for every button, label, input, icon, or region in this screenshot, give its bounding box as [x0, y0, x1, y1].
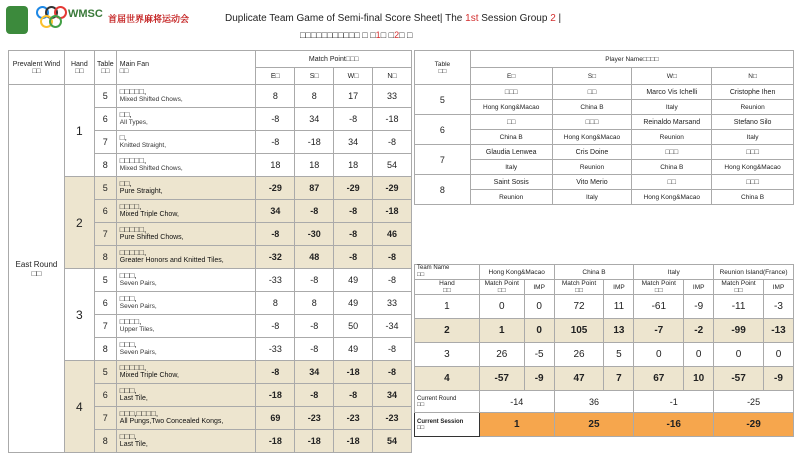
- player-team: China B: [712, 190, 794, 205]
- match-point-w: -8: [334, 200, 373, 223]
- summary-header-imp-2: IMP: [604, 280, 634, 295]
- summary-header-imp-3: IMP: [684, 280, 714, 295]
- main-fan-cn: □□□,: [119, 271, 137, 280]
- table-number: 6: [94, 384, 116, 407]
- table-number: 7: [94, 315, 116, 338]
- summary-imp: -2: [684, 319, 714, 343]
- main-fan: [116, 154, 256, 177]
- wind-label-cn: □□: [31, 268, 42, 278]
- summary-match-point: -7: [634, 319, 684, 343]
- match-point-s: 8: [295, 292, 334, 315]
- main-fan: [116, 177, 256, 200]
- hand-row: [9, 85, 412, 108]
- summary-match-point: -99: [714, 319, 764, 343]
- hand-number: 4: [64, 361, 94, 453]
- roster-team-row: [415, 100, 794, 115]
- match-point-n: -8: [373, 246, 412, 269]
- match-point-n: -18: [373, 200, 412, 223]
- match-point-e: 34: [256, 200, 295, 223]
- player-team: Hong Kong&Macao: [470, 100, 552, 115]
- main-fan-en: All Pungs,Two Concealed Kongs,: [119, 418, 224, 425]
- player-team: China B: [552, 100, 632, 115]
- match-point-s: -8: [295, 384, 334, 407]
- match-point-w: 34: [334, 131, 373, 154]
- main-fan-en: Greater Honors and Knitted Tiles,: [119, 257, 224, 264]
- match-point-n: -29: [373, 177, 412, 200]
- table-number: 8: [94, 338, 116, 361]
- table-number: 7: [94, 223, 116, 246]
- main-fan: [116, 269, 256, 292]
- match-point-s: 18: [295, 154, 334, 177]
- header-seat-s: S□: [295, 68, 334, 85]
- current-session-label: Current Session □□: [415, 413, 480, 437]
- player-team: Hong Kong&Macao: [552, 130, 632, 145]
- main-fan: [116, 85, 256, 108]
- event-name-cn: 首届世界麻将运动会: [108, 14, 190, 24]
- summary-header-team: Team Name □□: [415, 265, 480, 280]
- player-name: □□□: [712, 145, 794, 160]
- summary-match-point: -57: [714, 367, 764, 391]
- current-session-value: -29: [714, 413, 794, 437]
- table-number: 8: [94, 154, 116, 177]
- match-point-s: -8: [295, 315, 334, 338]
- match-point-e: 8: [256, 85, 295, 108]
- summary-imp: 0: [764, 343, 794, 367]
- match-point-e: -18: [256, 384, 295, 407]
- roster-table-number: 8: [415, 175, 471, 205]
- roster-table-number: 6: [415, 115, 471, 145]
- main-fan: [116, 338, 256, 361]
- player-roster-table: [414, 50, 794, 205]
- main-fan-cn: □□,: [119, 110, 132, 119]
- current-round-value: -25: [714, 391, 794, 413]
- summary-match-point: 47: [554, 367, 604, 391]
- player-name: Cris Doine: [552, 145, 632, 160]
- player-team: Italy: [470, 160, 552, 175]
- match-point-w: -23: [334, 407, 373, 430]
- match-point-s: -18: [295, 131, 334, 154]
- main-fan-en: Mixed Shifted Chows,: [119, 165, 183, 172]
- match-point-n: -23: [373, 407, 412, 430]
- summary-match-point: 1: [479, 319, 524, 343]
- wmsc-logo-text: WMSC: [68, 8, 103, 20]
- summary-hand: 1: [415, 295, 480, 319]
- match-point-s: -18: [295, 430, 334, 453]
- page-subtitle-cn: □□□□□□□□□□□ □ □1□ □2□ □: [300, 30, 413, 40]
- game-logo-icon: [6, 6, 28, 34]
- summary-header-hand: Hand □□: [415, 280, 480, 295]
- roster-seat-w: W□: [632, 68, 712, 85]
- match-point-s: -8: [295, 338, 334, 361]
- match-point-w: -18: [334, 430, 373, 453]
- header-table: Table □□: [94, 51, 116, 85]
- current-round-value: -1: [634, 391, 714, 413]
- roster-seat-s: S□: [552, 68, 632, 85]
- summary-match-point: 26: [554, 343, 604, 367]
- summary-imp: -9: [524, 367, 554, 391]
- summary-row: [415, 295, 794, 319]
- main-fan: [116, 200, 256, 223]
- header-wind: Prevalent Wind □□: [9, 51, 65, 85]
- main-fan: [116, 361, 256, 384]
- match-point-s: 48: [295, 246, 334, 269]
- main-fan: [116, 108, 256, 131]
- roster-row: [415, 115, 794, 130]
- player-team: Reunion: [632, 130, 712, 145]
- player-team: Italy: [552, 190, 632, 205]
- header-match-point: Match Point□□□: [256, 51, 412, 68]
- match-point-s: 34: [295, 361, 334, 384]
- summary-imp: -13: [764, 319, 794, 343]
- summary-match-point: 72: [554, 295, 604, 319]
- table-number: 8: [94, 246, 116, 269]
- main-fan: [116, 430, 256, 453]
- main-fan-en: Upper Tiles,: [119, 326, 155, 333]
- summary-row: [415, 343, 794, 367]
- match-point-e: -8: [256, 223, 295, 246]
- roster-header-player: Player Name□□□□: [470, 51, 793, 68]
- table-number: 5: [94, 269, 116, 292]
- main-fan: [116, 315, 256, 338]
- current-round-row: [415, 391, 794, 413]
- main-fan: [116, 223, 256, 246]
- main-fan-cn: □□□□□,: [119, 248, 147, 257]
- main-fan-en: Pure Straight,: [119, 188, 163, 195]
- wmsc-rings-icon: [36, 6, 64, 32]
- table-number: 5: [94, 85, 116, 108]
- page-title: Duplicate Team Game of Semi-final Score Sheet| The 1st Session Group 2 |: [225, 13, 562, 24]
- team-name-2: China B: [554, 265, 634, 280]
- match-point-e: -8: [256, 108, 295, 131]
- player-name: □□□: [552, 115, 632, 130]
- table-number: 6: [94, 292, 116, 315]
- summary-match-point: 0: [714, 343, 764, 367]
- main-fan-cn: □□□□□,: [119, 156, 147, 165]
- team-name-3: Italy: [634, 265, 714, 280]
- match-point-n: 33: [373, 85, 412, 108]
- hand-row: [9, 177, 412, 200]
- match-point-s: -8: [295, 200, 334, 223]
- summary-imp: 5: [604, 343, 634, 367]
- summary-header-imp-1: IMP: [524, 280, 554, 295]
- hand-number: 3: [64, 269, 94, 361]
- main-fan-en: Knitted Straight,: [119, 142, 167, 149]
- main-fan-en: Mixed Shifted Chows,: [119, 96, 183, 103]
- match-point-w: 17: [334, 85, 373, 108]
- match-point-e: -8: [256, 361, 295, 384]
- summary-imp: 13: [604, 319, 634, 343]
- match-point-s: 87: [295, 177, 334, 200]
- roster-row: [415, 85, 794, 100]
- roster-team-row: [415, 190, 794, 205]
- match-point-e: -8: [256, 315, 295, 338]
- summary-imp: -3: [764, 295, 794, 319]
- main-fan-en: Pure Shifted Chows,: [119, 234, 184, 241]
- main-fan-cn: □□,: [119, 179, 132, 188]
- match-point-w: -8: [334, 246, 373, 269]
- player-name: Stefano Silo: [712, 115, 794, 130]
- roster-team-row: [415, 130, 794, 145]
- current-session-row: [415, 413, 794, 437]
- wind-cell: [9, 85, 65, 453]
- main-fan-cn: □□□□,: [119, 202, 142, 211]
- player-team: Hong Kong&Macao: [632, 190, 712, 205]
- summary-hand: 3: [415, 343, 480, 367]
- match-point-w: 18: [334, 154, 373, 177]
- summary-row: [415, 367, 794, 391]
- player-team: Reunion: [552, 160, 632, 175]
- summary-imp: 0: [524, 295, 554, 319]
- match-point-e: -32: [256, 246, 295, 269]
- summary-header-mp-1: Match Point □□: [479, 280, 524, 295]
- header-seat-e: E□: [256, 68, 295, 85]
- match-point-w: -8: [334, 223, 373, 246]
- hand-number: 1: [64, 85, 94, 177]
- match-point-e: 8: [256, 292, 295, 315]
- match-point-w: -8: [334, 108, 373, 131]
- match-point-e: -8: [256, 131, 295, 154]
- summary-imp: 10: [684, 367, 714, 391]
- player-team: Italy: [632, 100, 712, 115]
- match-point-w: -8: [334, 384, 373, 407]
- main-fan-en: Last Tile,: [119, 395, 148, 402]
- player-name: Glaudia Lenwea: [470, 145, 552, 160]
- match-point-w: 49: [334, 292, 373, 315]
- team-name-4: Reunion Island(France): [714, 265, 794, 280]
- hand-row: [9, 269, 412, 292]
- main-fan-cn: □□□□□,: [119, 87, 147, 96]
- match-point-e: -33: [256, 269, 295, 292]
- team-name-1: Hong Kong&Macao: [479, 265, 554, 280]
- current-round-value: -14: [479, 391, 554, 413]
- player-name: Cristophe Ihen: [712, 85, 794, 100]
- header-hand: Hand □□: [64, 51, 94, 85]
- summary-match-point: 26: [479, 343, 524, 367]
- roster-table-number: 5: [415, 85, 471, 115]
- match-point-n: 46: [373, 223, 412, 246]
- table-number: 6: [94, 200, 116, 223]
- header: [0, 0, 800, 46]
- table-number: 6: [94, 108, 116, 131]
- summary-header-mp-2: Match Point □□: [554, 280, 604, 295]
- match-point-e: 69: [256, 407, 295, 430]
- match-point-n: 34: [373, 384, 412, 407]
- main-fan-cn: □□□□□,: [119, 363, 147, 372]
- match-point-s: -8: [295, 269, 334, 292]
- match-point-w: 50: [334, 315, 373, 338]
- player-name: □□□: [632, 145, 712, 160]
- summary-imp: 0: [524, 319, 554, 343]
- summary-match-point: 105: [554, 319, 604, 343]
- main-fan-en: Seven Pairs,: [119, 303, 157, 310]
- player-team: China B: [632, 160, 712, 175]
- header-main-fan: Main Fan □□: [116, 51, 256, 85]
- roster-seat-n: N□: [712, 68, 794, 85]
- player-team: China B: [470, 130, 552, 145]
- summary-header-imp-4: IMP: [764, 280, 794, 295]
- match-point-e: -18: [256, 430, 295, 453]
- summary-match-point: -57: [479, 367, 524, 391]
- table-number: 5: [94, 361, 116, 384]
- current-round-label: Current Round □□: [415, 391, 480, 413]
- summary-imp: 0: [684, 343, 714, 367]
- current-round-value: 36: [554, 391, 634, 413]
- main-fan-cn: □□□,: [119, 294, 137, 303]
- player-name: Reinaldo Marsand: [632, 115, 712, 130]
- summary-match-point: 0: [479, 295, 524, 319]
- summary-imp: -9: [684, 295, 714, 319]
- main-fan: [116, 246, 256, 269]
- match-point-e: -29: [256, 177, 295, 200]
- hand-table-header: [9, 51, 412, 68]
- hand-number: 2: [64, 177, 94, 269]
- match-point-w: -29: [334, 177, 373, 200]
- main-fan-cn: □□□,□□□□,: [119, 409, 159, 418]
- summary-imp: -5: [524, 343, 554, 367]
- main-fan-en: Mixed Triple Chow,: [119, 211, 179, 218]
- summary-row: [415, 319, 794, 343]
- main-fan-cn: □□□,: [119, 386, 137, 395]
- summary-imp: -9: [764, 367, 794, 391]
- summary-match-point: 0: [634, 343, 684, 367]
- summary-header-mp-3: Match Point □□: [634, 280, 684, 295]
- main-fan-en: Seven Pairs,: [119, 349, 157, 356]
- summary-hand: 4: [415, 367, 480, 391]
- main-fan-en: Last Tile,: [119, 441, 148, 448]
- player-name: Saint Sosis: [470, 175, 552, 190]
- main-fan: [116, 407, 256, 430]
- match-point-e: -33: [256, 338, 295, 361]
- player-team: Italy: [712, 130, 794, 145]
- match-point-s: 34: [295, 108, 334, 131]
- main-fan-cn: □,: [119, 133, 127, 142]
- summary-hand: 2: [415, 319, 480, 343]
- summary-header-mp-4: Match Point □□: [714, 280, 764, 295]
- player-team: Reunion: [712, 100, 794, 115]
- match-point-w: -18: [334, 361, 373, 384]
- roster-table-number: 7: [415, 145, 471, 175]
- match-point-e: 18: [256, 154, 295, 177]
- roster-header-table: Table □□: [415, 51, 471, 85]
- table-number: 5: [94, 177, 116, 200]
- team-summary-table: [414, 264, 794, 437]
- header-seat-n: N□: [373, 68, 412, 85]
- match-point-n: 33: [373, 292, 412, 315]
- match-point-s: -23: [295, 407, 334, 430]
- table-number: 7: [94, 407, 116, 430]
- player-name: Vito Merio: [552, 175, 632, 190]
- roster-row: [415, 175, 794, 190]
- roster-row: [415, 145, 794, 160]
- main-fan-en: Seven Pairs,: [119, 280, 157, 287]
- summary-imp: 11: [604, 295, 634, 319]
- match-point-n: -8: [373, 338, 412, 361]
- player-name: □□: [470, 115, 552, 130]
- main-fan-en: Mixed Triple Chow,: [119, 372, 179, 379]
- summary-imp: 7: [604, 367, 634, 391]
- main-fan: [116, 292, 256, 315]
- match-point-n: -18: [373, 108, 412, 131]
- player-team: Hong Kong&Macao: [712, 160, 794, 175]
- player-name: □□□: [470, 85, 552, 100]
- player-name: Marco Vis Ichelli: [632, 85, 712, 100]
- header-seat-w: W□: [334, 68, 373, 85]
- match-point-n: -8: [373, 361, 412, 384]
- match-point-n: -8: [373, 131, 412, 154]
- wind-label: East Round: [15, 259, 58, 269]
- roster-team-row: [415, 160, 794, 175]
- summary-match-point: 67: [634, 367, 684, 391]
- match-point-n: 54: [373, 154, 412, 177]
- roster-seat-e: E□: [470, 68, 552, 85]
- match-point-s: -30: [295, 223, 334, 246]
- player-name: □□□: [712, 175, 794, 190]
- match-point-s: 8: [295, 85, 334, 108]
- player-name: □□: [552, 85, 632, 100]
- main-fan-cn: □□□,: [119, 432, 137, 441]
- hand-row: [9, 361, 412, 384]
- match-point-w: 49: [334, 269, 373, 292]
- hand-score-table: [8, 50, 412, 453]
- main-fan-cn: □□□□□,: [119, 225, 147, 234]
- current-session-value: 1: [479, 413, 554, 437]
- player-team: Reunion: [470, 190, 552, 205]
- current-session-value: 25: [554, 413, 634, 437]
- current-session-value: -16: [634, 413, 714, 437]
- main-fan-en: All Types,: [119, 119, 148, 126]
- summary-match-point: -61: [634, 295, 684, 319]
- match-point-n: 54: [373, 430, 412, 453]
- table-number: 7: [94, 131, 116, 154]
- main-fan-cn: □□□,: [119, 340, 137, 349]
- table-number: 8: [94, 430, 116, 453]
- match-point-n: -8: [373, 269, 412, 292]
- match-point-n: -34: [373, 315, 412, 338]
- main-fan: [116, 384, 256, 407]
- summary-match-point: -11: [714, 295, 764, 319]
- match-point-w: 49: [334, 338, 373, 361]
- main-fan: [116, 131, 256, 154]
- main-fan-cn: □□□□,: [119, 317, 142, 326]
- player-name: □□: [632, 175, 712, 190]
